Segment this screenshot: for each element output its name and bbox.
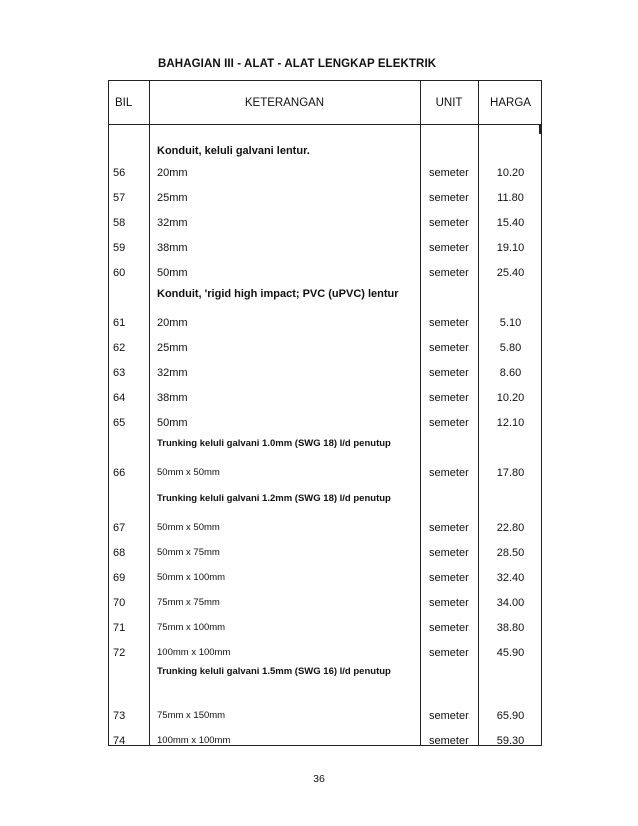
section-heading-text: Trunking keluli galvani 1.0mm (SWG 18) l/d penutup bbox=[157, 438, 391, 449]
row-description: 25mm bbox=[157, 192, 188, 204]
row-unit: semeter bbox=[429, 522, 469, 534]
section-heading bbox=[109, 492, 543, 506]
row-bil: 65 bbox=[113, 417, 126, 429]
row-description: 50mm bbox=[157, 417, 188, 429]
row-harga: 59.30 bbox=[496, 735, 525, 747]
row-unit: semeter bbox=[429, 317, 469, 329]
row-harga: 5.10 bbox=[499, 317, 522, 329]
section-heading bbox=[109, 144, 543, 158]
table-row bbox=[109, 596, 543, 610]
row-unit: semeter bbox=[429, 622, 469, 634]
row-harga: 15.40 bbox=[496, 217, 525, 229]
row-harga: 12.10 bbox=[496, 417, 525, 429]
row-description: 50mm x 50mm bbox=[157, 467, 220, 478]
row-unit: semeter bbox=[429, 242, 469, 254]
page-title: BAHAGIAN III - ALAT - ALAT LENGKAP ELEKTRIK bbox=[158, 58, 437, 70]
table-row bbox=[109, 366, 543, 380]
row-harga: 19.10 bbox=[496, 242, 525, 254]
table-row bbox=[109, 416, 543, 430]
row-harga: 22.80 bbox=[496, 522, 525, 534]
row-description: 20mm bbox=[157, 317, 188, 329]
section-heading bbox=[109, 665, 543, 679]
row-description: 50mm x 100mm bbox=[157, 572, 226, 583]
row-harga: 25.40 bbox=[496, 267, 525, 279]
row-harga: 11.80 bbox=[497, 192, 524, 204]
row-description: 75mm x 100mm bbox=[157, 622, 226, 633]
header-bil: BIL bbox=[115, 97, 133, 109]
table-row bbox=[109, 521, 543, 535]
table-row bbox=[109, 241, 543, 255]
row-bil: 60 bbox=[113, 267, 126, 279]
row-description: 100mm x 100mm bbox=[157, 735, 231, 746]
row-description: 32mm bbox=[157, 217, 188, 229]
row-description: 100mm x 100mm bbox=[157, 647, 231, 658]
row-unit: semeter bbox=[429, 597, 469, 609]
section-heading bbox=[109, 287, 543, 301]
row-harga: 17.80 bbox=[496, 467, 525, 479]
table-row bbox=[109, 646, 543, 660]
table-row bbox=[109, 216, 543, 230]
table-row bbox=[109, 341, 543, 355]
table-row bbox=[109, 191, 543, 205]
row-bil: 58 bbox=[113, 217, 126, 229]
table-row bbox=[109, 709, 543, 723]
row-description: 20mm bbox=[157, 167, 188, 179]
row-bil: 73 bbox=[113, 710, 126, 722]
row-harga: 38.80 bbox=[496, 622, 525, 634]
row-description: 38mm bbox=[157, 392, 188, 404]
table-row bbox=[109, 571, 543, 585]
header-keterangan: KETERANGAN bbox=[244, 97, 325, 109]
table-row bbox=[109, 316, 543, 330]
row-unit: semeter bbox=[429, 710, 469, 722]
row-unit: semeter bbox=[429, 167, 469, 179]
page-number: 36 bbox=[313, 773, 325, 785]
row-unit: semeter bbox=[429, 647, 469, 659]
row-harga: 32.40 bbox=[496, 572, 525, 584]
row-bil: 61 bbox=[113, 317, 126, 329]
row-unit: semeter bbox=[429, 267, 469, 279]
row-bil: 68 bbox=[113, 547, 126, 559]
row-description: 50mm x 75mm bbox=[157, 547, 220, 558]
row-bil: 57 bbox=[113, 192, 126, 204]
row-bil: 67 bbox=[113, 522, 126, 534]
row-bil: 70 bbox=[113, 597, 126, 609]
row-description: 32mm bbox=[157, 367, 188, 379]
row-unit: semeter bbox=[429, 217, 469, 229]
table-row bbox=[109, 546, 543, 560]
row-harga: 10.20 bbox=[496, 167, 525, 179]
row-unit: semeter bbox=[429, 392, 469, 404]
row-bil: 62 bbox=[113, 342, 126, 354]
section-heading-text: Konduit, 'rigid high impact; PVC (uPVC) lentur bbox=[157, 288, 399, 300]
table-row bbox=[109, 466, 543, 480]
table-row bbox=[109, 166, 543, 180]
section-heading-text: Konduit, keluli galvani lentur. bbox=[157, 145, 310, 157]
row-unit: semeter bbox=[429, 367, 469, 379]
row-bil: 64 bbox=[113, 392, 126, 404]
section-heading-text: Trunking keluli galvani 1.2mm (SWG 18) l/d penutup bbox=[157, 493, 391, 504]
row-harga: 28.50 bbox=[496, 547, 525, 559]
price-table bbox=[108, 80, 542, 746]
row-bil: 66 bbox=[113, 467, 126, 479]
row-unit: semeter bbox=[429, 467, 469, 479]
row-bil: 56 bbox=[113, 167, 126, 179]
row-bil: 63 bbox=[113, 367, 126, 379]
row-unit: semeter bbox=[429, 572, 469, 584]
row-bil: 71 bbox=[113, 622, 126, 634]
row-unit: semeter bbox=[429, 192, 469, 204]
row-harga: 34.00 bbox=[496, 597, 525, 609]
row-harga: 8.60 bbox=[499, 367, 522, 379]
row-unit: semeter bbox=[429, 342, 469, 354]
header-divider bbox=[109, 124, 541, 125]
row-bil: 74 bbox=[113, 735, 126, 747]
section-heading-text: Trunking keluli galvani 1.5mm (SWG 16) l/d penutup bbox=[157, 666, 391, 677]
row-bil: 59 bbox=[113, 242, 126, 254]
row-description: 50mm bbox=[157, 267, 188, 279]
row-description: 38mm bbox=[157, 242, 188, 254]
row-harga: 45.90 bbox=[496, 647, 525, 659]
section-heading bbox=[109, 437, 543, 451]
row-unit: semeter bbox=[429, 735, 469, 747]
scroll-marker bbox=[539, 124, 541, 134]
table-row bbox=[109, 734, 543, 748]
header-unit: UNIT bbox=[435, 97, 463, 109]
row-unit: semeter bbox=[429, 417, 469, 429]
row-harga: 5.80 bbox=[499, 342, 522, 354]
row-bil: 72 bbox=[113, 647, 126, 659]
header-harga: HARGA bbox=[490, 97, 531, 109]
table-row bbox=[109, 621, 543, 635]
row-bil: 69 bbox=[113, 572, 126, 584]
row-description: 50mm x 50mm bbox=[157, 522, 220, 533]
row-description: 25mm bbox=[157, 342, 188, 354]
row-unit: semeter bbox=[429, 547, 469, 559]
row-description: 75mm x 75mm bbox=[157, 597, 220, 608]
row-description: 75mm x 150mm bbox=[157, 710, 226, 721]
row-harga: 10.20 bbox=[496, 392, 525, 404]
table-row bbox=[109, 266, 543, 280]
table-row bbox=[109, 391, 543, 405]
row-harga: 65.90 bbox=[496, 710, 525, 722]
